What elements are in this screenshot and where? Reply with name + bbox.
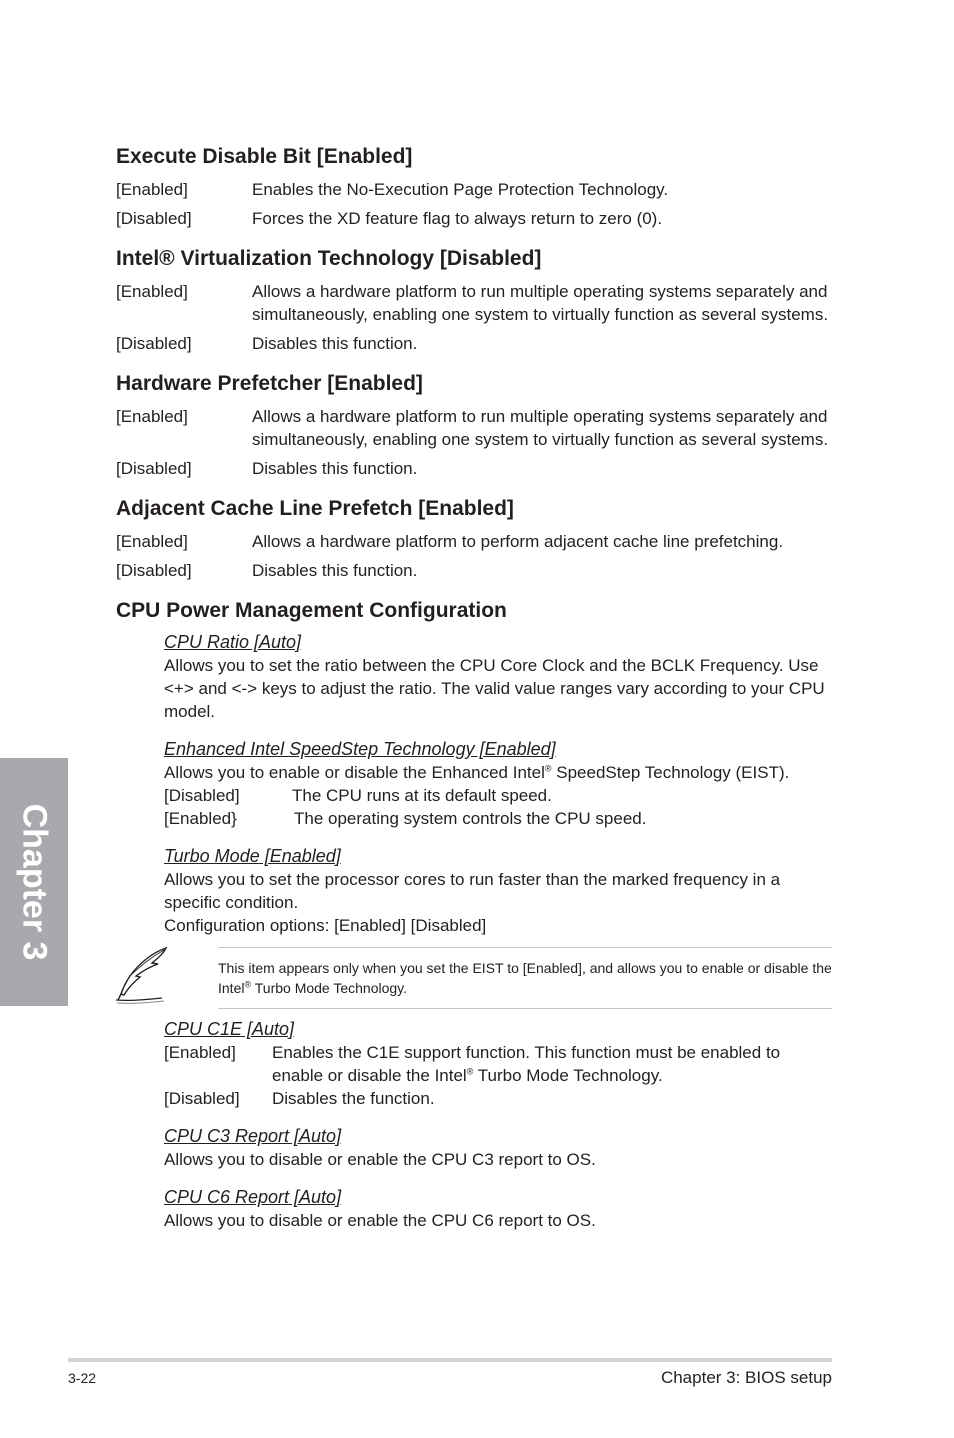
desc-text: Enables the C1E support function. This function must be enabled to enable or disable the Intel [272,1043,781,1085]
item-title: CPU C6 Report [Auto] [164,1187,342,1207]
item-desc: Allows you to disable or enable the CPU C3 report to OS. [164,1150,596,1169]
option-row [116,332,832,355]
section-hardware-prefetcher [116,369,832,480]
item-desc: Allows you to set the ratio between the CPU Core Clock and the BCLK Frequency. Use <+> and <-> keys to adjust the ratio. The valid value ranges vary according to your CPU model. [164,656,825,721]
option-desc: The CPU runs at its default speed. [292,786,552,805]
option-desc [272,1041,832,1087]
registered-mark: ® [466,1066,474,1077]
option-key: [Disabled] [116,209,192,228]
option-desc: Disables the function. [272,1089,435,1108]
note-text: This item appears only when you set the EIST to [Enabled], and allows you to enable or disable the Intel [218,960,832,996]
option-key: [Enabled] [116,180,188,199]
footer-divider [68,1358,832,1362]
desc-text: Allows you to enable or disable the Enhanced Intel [164,763,545,782]
item-cpu-c3 [164,1124,832,1171]
item-title: Turbo Mode [Enabled] [164,846,341,866]
item-config: Configuration options: [Enabled] [Disabled] [164,916,487,935]
option-desc: Disables this function. [252,334,418,353]
page-content [116,142,832,1232]
section-execute-disable-bit [116,142,832,230]
registered-mark: ® [244,979,252,990]
option-key: [Enabled] [116,282,188,301]
item-title: CPU C1E [Auto] [164,1019,295,1039]
option-row [116,457,832,480]
option-row [116,405,832,451]
option-desc: Forces the XD feature flag to always return to zero (0). [252,209,663,228]
option-key: [Enabled] [116,407,188,426]
section-title: Intel® Virtualization Technology [Disabled] [116,247,542,270]
registered-mark: ® [544,763,552,774]
option-row [164,807,832,830]
option-row [116,530,832,553]
option-row [116,559,832,582]
cpu-power-items [164,630,832,937]
chapter-tab-label: Chapter 3 [15,803,54,961]
option-key: [Disabled] [164,1089,240,1108]
option-row [116,178,832,201]
quill-note-icon [114,946,174,1004]
option-desc: The operating system controls the CPU speed. [294,809,647,828]
option-key: [Enabled] [116,532,188,551]
option-row [116,280,832,326]
item-cpu-c1e [164,1017,832,1110]
option-key: [Disabled] [116,334,192,353]
chapter-side-tab [0,758,68,1006]
section-adjacent-cache-line [116,494,832,582]
item-title: CPU Ratio [Auto] [164,632,302,652]
item-cpu-ratio [164,630,832,723]
note-box [218,947,832,1009]
cpu-power-items-2 [164,1017,832,1232]
desc-text: SpeedStep Technology (EIST). [551,763,790,782]
option-key: [Disabled] [116,459,192,478]
item-desc [164,761,832,784]
option-desc: Disables this function. [252,561,418,580]
item-desc: Allows you to disable or enable the CPU C6 report to OS. [164,1211,596,1230]
item-desc: Allows you to set the processor cores to run faster than the marked frequency in a specific condition. [164,870,781,912]
option-desc: Allows a hardware platform to run multiple operating systems separately and simultaneously, enabling one system to virtually function as several systems. [252,282,829,324]
option-desc: Disables this function. [252,459,418,478]
page-number: 3-22 [68,1370,97,1386]
option-desc: Allows a hardware platform to perform adjacent cache line prefetching. [252,532,784,551]
option-row [164,1041,832,1087]
section-virtualization [116,244,832,355]
item-turbo-mode [164,844,832,937]
option-key: [Enabled} [164,809,237,828]
option-desc: Enables the No-Execution Page Protection Technology. [252,180,669,199]
item-eist [164,737,832,830]
section-title: Hardware Prefetcher [Enabled] [116,372,423,395]
note-text: Turbo Mode Technology. [251,980,408,996]
option-row [164,784,832,807]
option-key: [Disabled] [116,561,192,580]
option-row [116,207,832,230]
section-title: Adjacent Cache Line Prefetch [Enabled] [116,497,514,520]
item-cpu-c6 [164,1185,832,1232]
section-title: Execute Disable Bit [Enabled] [116,145,413,168]
footer-chapter-title: Chapter 3: BIOS setup [660,1368,832,1387]
option-row [164,1087,832,1110]
option-key: [Disabled] [164,786,240,805]
section-title: CPU Power Management Configuration [116,599,507,622]
desc-text: Turbo Mode Technology. [473,1066,663,1085]
option-key: [Enabled] [164,1043,236,1062]
option-desc: Allows a hardware platform to run multiple operating systems separately and simultaneously, enabling one system to virtually function as several systems. [252,407,829,449]
section-cpu-power-management [116,596,832,1232]
item-title: Enhanced Intel SpeedStep Technology [Enabled] [164,739,556,759]
item-title: CPU C3 Report [Auto] [164,1126,342,1146]
